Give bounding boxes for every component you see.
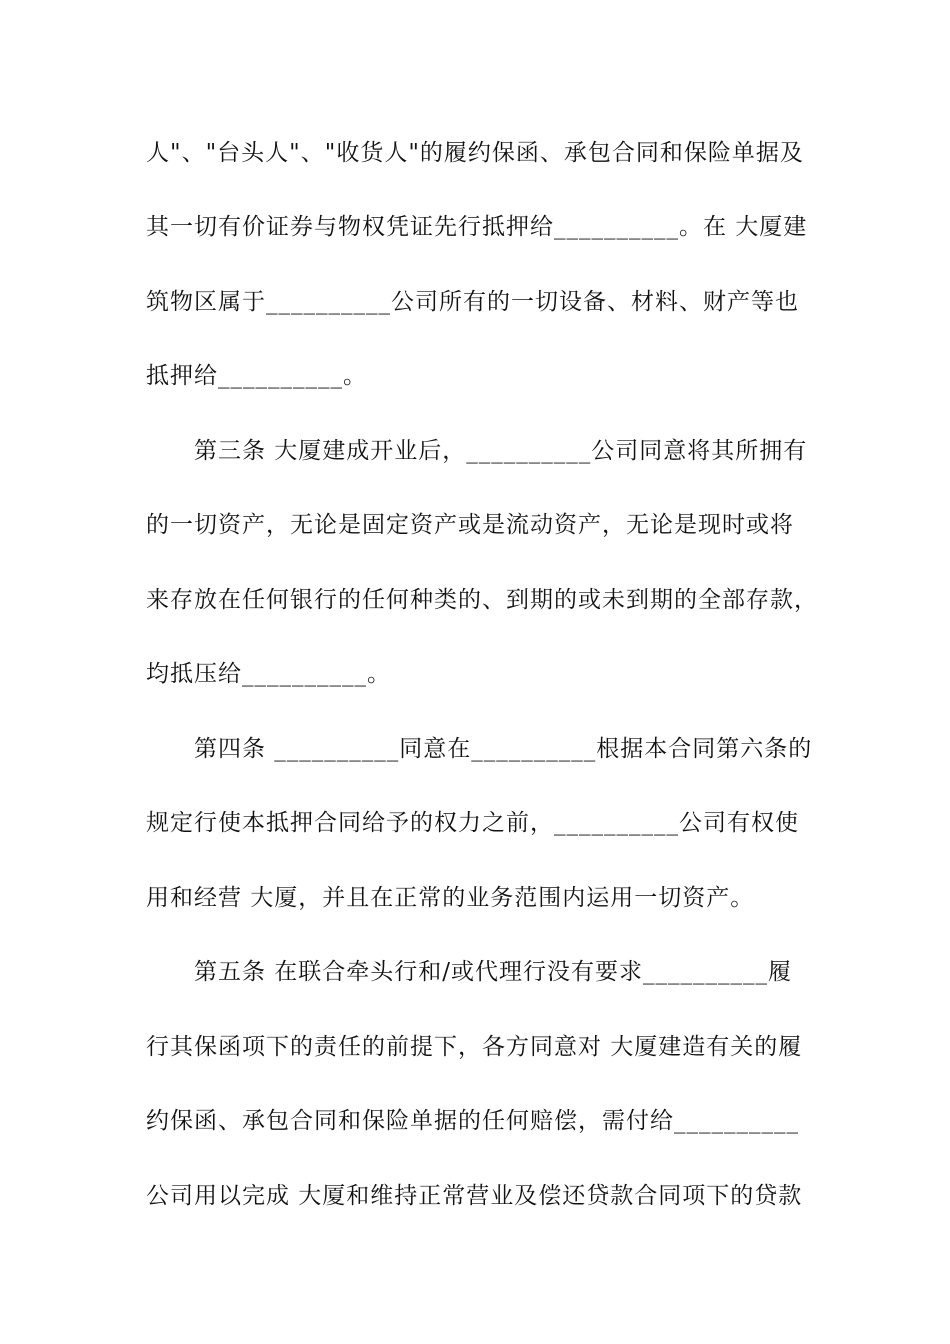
text-line-15: 公司用以完成 大厦和维持正常营业及偿还贷款合同项下的贷款: [146, 1183, 803, 1209]
text-line-13: 行其保函项下的责任的前提下，各方同意对 大厦建造有关的履: [146, 1034, 803, 1060]
text-line-4: 抵押给__________。: [146, 363, 367, 389]
text-line-8: 均抵压给__________。: [146, 661, 391, 687]
text-line-7: 来存放在任何银行的任何种类的、到期的或未到期的全部存款，: [146, 587, 818, 613]
text-line-6: 的一切资产，无论是固定资产或是流动资产，无论是现时或将: [146, 512, 794, 538]
text-line-10: 规定行使本抵押合同给予的权力之前，__________公司有权使: [146, 810, 799, 836]
article-3-heading-line: 第三条 大厦建成开业后，__________公司同意将其所拥有: [194, 438, 808, 464]
text-line-3: 筑物区属于__________公司所有的一切设备、材料、财产等也: [146, 289, 799, 315]
text-line-11: 用和经营 大厦，并且在正常的业务范围内运用一切资产。: [146, 885, 755, 911]
article-4-heading-line: 第四条 __________同意在__________根据本合同第六条的: [194, 736, 813, 762]
text-line-1: 人"、"台头人"、"收货人"的履约保函、承包合同和保险单据及: [146, 140, 804, 166]
text-line-14: 约保函、承包合同和保险单据的任何赔偿，需付给__________: [146, 1108, 799, 1134]
article-5-heading-line: 第五条 在联合牵头行和/或代理行没有要求__________履: [194, 959, 793, 985]
text-line-2: 其一切有价证券与物权凭证先行抵押给__________。在 大厦建: [146, 214, 808, 240]
